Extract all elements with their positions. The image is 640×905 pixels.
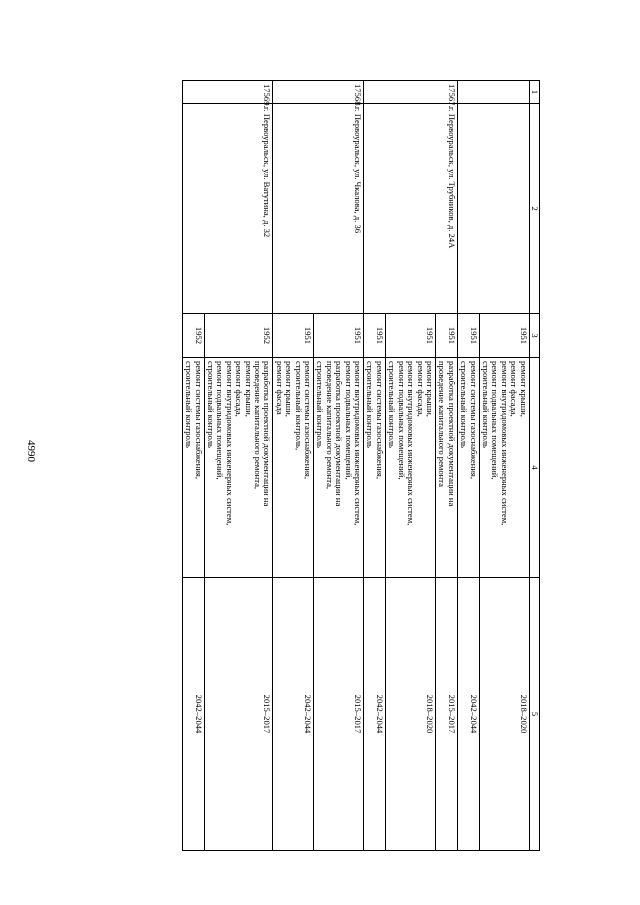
work-item: строительный контроль [480,361,491,448]
header-col-3: 3 [529,314,539,358]
commissioning-year-cell: 1952 [182,314,204,358]
work-item: проведение капитального ремонта, [253,361,264,490]
record-number-cell: 17567. [364,81,458,104]
work-item: строительный контроль, [293,361,304,451]
work-item: ремонт внутридомовых инженерных систем, [353,361,364,526]
record-number-cell: 17569. [182,81,273,104]
table-row [435,81,457,851]
header-row [529,81,539,851]
work-item: ремонт внутридомовых инженерных систем, [499,361,510,526]
period-cell: 2042–2044 [457,578,479,851]
record-number-cell [457,81,529,104]
commissioning-year-cell: 1951 [385,314,435,358]
work-item: разработка проектной документации на [334,361,345,507]
commissioning-year-cell: 1951 [457,314,479,358]
works-list-cell [314,358,364,578]
works-list-cell [385,358,435,578]
page-number: 4990 [25,440,37,462]
works-list-cell [364,358,386,578]
work-item: ремонт подвальных помещений, [396,361,407,480]
period-cell: 2018–2020 [479,578,529,851]
work-item: ремонт крыши, [424,361,435,417]
repair-schedule-table [182,80,540,851]
works-list-cell [182,358,204,578]
period-cell: 2015–2017 [204,578,273,851]
period-cell: 2042–2044 [273,578,314,851]
table-body [182,81,539,851]
work-item: строительный контроль [315,361,326,448]
work-item: строительный контроль [387,361,398,448]
work-item: ремонт внутридомовых инженерных систем, [224,361,235,526]
work-item: разработка проектной документации на [446,361,457,507]
address-cell: г. Первоуральск, ул. Чкалова, д. 36 [273,104,364,314]
work-item: ремонт подвальных помещений, [215,361,226,480]
work-item: строительный контроль [184,361,195,448]
table-row [479,81,529,851]
works-list-cell [435,358,457,578]
period-cell: 2015–2017 [314,578,364,851]
work-item: ремонт системы газоснабжения, [374,361,385,480]
work-item: ремонт крыши, [518,361,529,417]
work-item: ремонт подвальных помещений, [343,361,354,480]
table-row [314,81,364,851]
commissioning-year-cell: 1952 [204,314,273,358]
commissioning-year-cell: 1951 [273,314,314,358]
work-item: ремонт внутридомовых инженерных систем, [406,361,417,526]
work-item: проведение капитального ремонта, [324,361,335,490]
work-item: ремонт системы газоснабжения, [193,361,204,480]
works-list-cell [457,358,479,578]
work-item: разработка проектной документации на [262,361,273,507]
work-item: ремонт фасада [274,361,285,415]
work-item: строительный контроль [459,361,470,448]
header-col-2: 2 [529,104,539,314]
commissioning-year-cell: 1951 [435,314,457,358]
table-row [204,81,273,851]
period-cell: 2018–2020 [385,578,435,851]
work-item: ремонт крыши, [243,361,254,417]
work-item: проведение капитального ремонта [437,361,448,487]
work-item: ремонт системы газоснабжения, [468,361,479,480]
work-item: строительный контроль [365,361,376,448]
work-item: ремонт подвальных помещений, [490,361,501,480]
header-col-4: 4 [529,358,539,578]
work-item: ремонт системы газоснабжения, [303,361,314,480]
work-item: ремонт фасада, [415,361,426,417]
work-item: строительный контроль [206,361,216,448]
period-cell: 2015–2017 [435,578,457,851]
commissioning-year-cell: 1951 [364,314,386,358]
commissioning-year-cell: 1951 [479,314,529,358]
commissioning-year-cell: 1951 [314,314,364,358]
work-item: ремонт крыши, [284,361,295,417]
header-col-5: 5 [529,578,539,851]
header-col-1: 1 [529,81,539,104]
record-number-cell: 17568. [273,81,364,104]
work-item: ремонт фасада, [509,361,520,417]
period-cell: 2042–2044 [364,578,386,851]
works-list-cell [479,358,529,578]
rotated-page-content [80,80,540,850]
works-list-cell [204,358,273,578]
period-cell: 2042–2044 [182,578,204,851]
address-cell: г. Первоуральск, ул. Трубников, д. 24А [364,104,458,314]
address-cell: г. Первоуральск, ул. Ватутина, д. 32 [182,104,273,314]
address-cell [457,104,529,314]
work-item: ремонт фасада, [234,361,245,417]
works-list-cell [273,358,314,578]
